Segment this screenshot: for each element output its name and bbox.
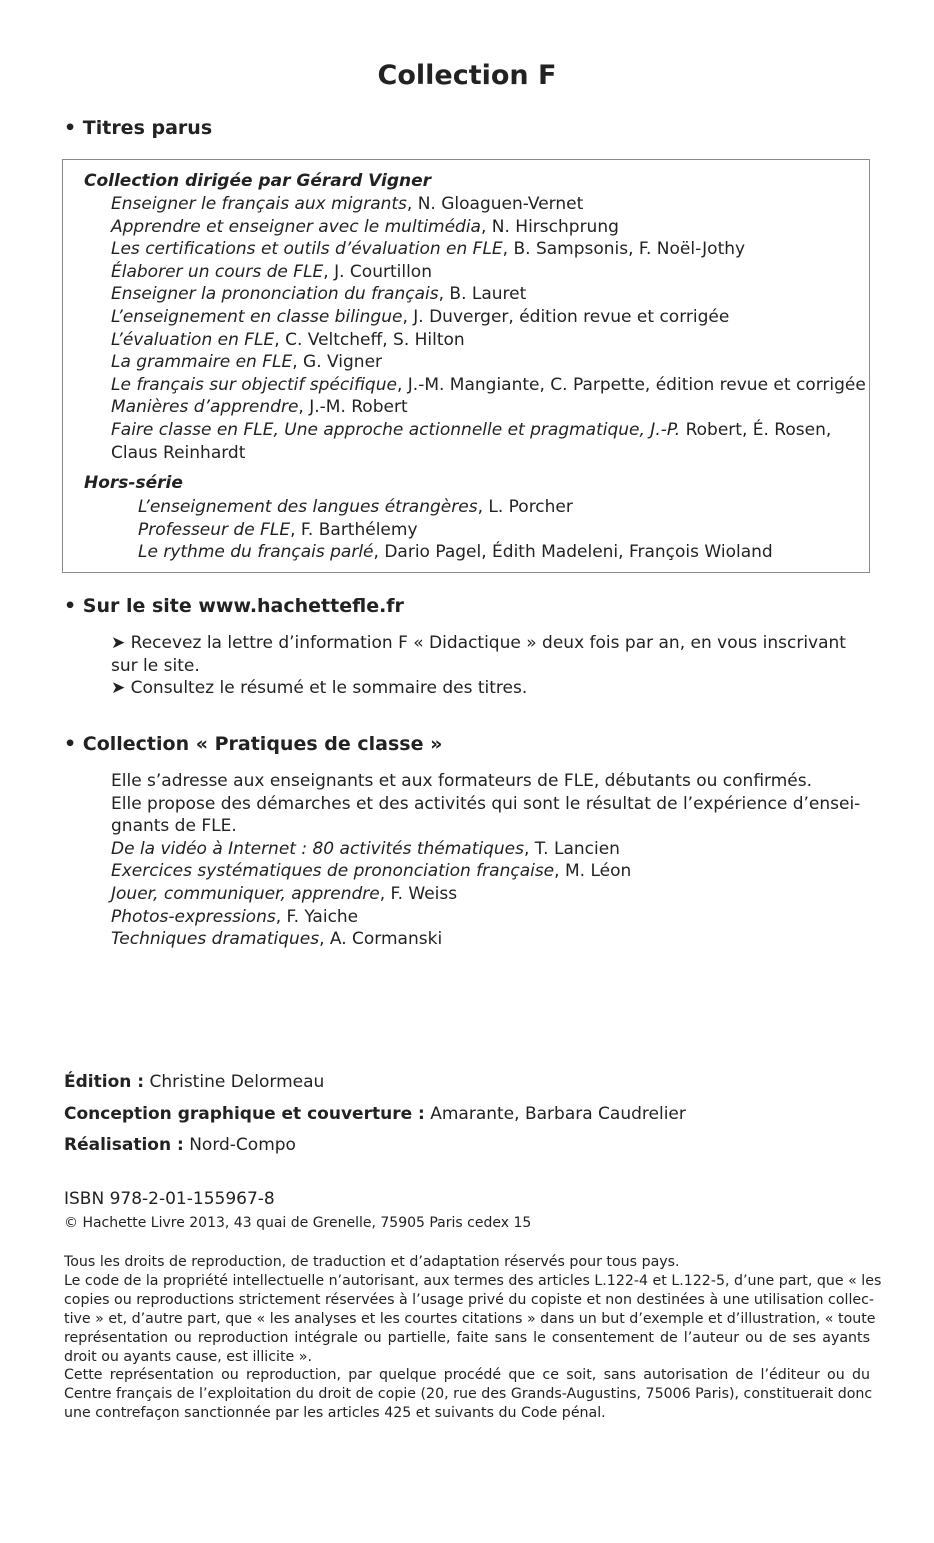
page-title: Collection F	[377, 60, 557, 91]
list-item: L’évaluation en FLE, C. Veltcheff, S. Hilton	[111, 329, 465, 350]
list-item: Le rythme du français parlé, Dario Pagel, Édith Madeleni, François Wioland	[138, 542, 773, 563]
list-item: Photos-expressions, F. Yaiche	[111, 906, 359, 927]
list-item: Enseigner la prononciation du français, B. Lauret	[111, 284, 527, 305]
section-heading-titres-parus: • Titres parus	[64, 117, 213, 139]
list-item: Apprendre et enseigner avec le multimédia, N. Hirschprung	[111, 216, 619, 237]
legal-line: tive » et, d’autre part, que « les analyses et les courtes citations » dans un but d’exemple et d’illustration, « toute	[64, 1310, 876, 1327]
list-item: La grammaire en FLE, G. Vigner	[111, 352, 383, 373]
site-bullet-1: ➤ Recevez la lettre d’information F « Didactique » deux fois par an, en vous inscrivant	[111, 633, 846, 653]
section-heading-site: • Sur le site www.hachettefle.fr	[64, 595, 404, 617]
legal-line: Tous les droits de reproduction, de traduction et d’adaptation réservés pour tous pays.	[64, 1254, 680, 1270]
list-item: Le français sur objectif spécifique, J.-M. Mangiante, C. Parpette, édition revue et corrigée	[111, 374, 866, 395]
arrow-icon: ➤	[111, 633, 126, 653]
isbn: ISBN 978-2-01-155967-8	[64, 1189, 275, 1209]
collection-director: Collection dirigée par Gérard Vigner	[84, 171, 432, 191]
list-item: Élaborer un cours de FLE, J. Courtillon	[111, 261, 432, 282]
copyright: © Hachette Livre 2013, 43 quai de Grenelle, 75905 Paris cedex 15	[64, 1215, 532, 1231]
list-item: Faire classe en FLE, Une approche actionnelle et pragmatique, J.-P. Robert, É. Rosen,	[111, 419, 832, 440]
list-item: Manières d’apprendre, J.-M. Robert	[111, 397, 408, 418]
list-item: De la vidéo à Internet : 80 activités thématiques, T. Lancien	[111, 838, 620, 859]
credit-realisation: Réalisation : Nord-Compo	[64, 1135, 296, 1155]
site-bullet-2: ➤ Consultez le résumé et le sommaire des titres.	[111, 678, 528, 699]
pratiques-intro-1: Elle s’adresse aux enseignants et aux formateurs de FLE, débutants ou confirmés.	[111, 771, 813, 791]
legal-line: copies ou reproductions strictement réservées à l’usage privé du copiste et non destinées à une utilisation collec-	[64, 1291, 875, 1308]
credit-conception: Conception graphique et couverture : Amarante, Barbara Caudrelier	[64, 1104, 686, 1124]
legal-line: représentation ou reproduction intégrale ou partielle, faite sans le consentement de l’auteur ou de ses ayants	[64, 1329, 870, 1346]
pratiques-intro-2: Elle propose des démarches et des activités qui sont le résultat de l’expérience d’ensei-	[111, 793, 861, 814]
legal-line: Cette représentation ou reproduction, par quelque procédé que ce soit, sans autorisation de l’éditeur ou du	[64, 1367, 870, 1384]
hors-serie-list	[138, 496, 773, 564]
site-bullet-1-cont: sur le site.	[111, 655, 200, 676]
legal-line: Le code de la propriété intellectuelle n’autorisant, aux termes des articles L.122-4 et L.122-5, d’une part, que « les	[64, 1272, 882, 1289]
site-bullets	[111, 632, 846, 700]
pratiques-intro-2-cont: gnants de FLE.	[111, 816, 237, 837]
titles-box	[62, 159, 870, 573]
hors-serie-heading: Hors-série	[84, 473, 183, 493]
list-item: Les certifications et outils d’évaluation en FLE, B. Sampsonis, F. Noël-Jothy	[111, 239, 746, 260]
list-item: Enseigner le français aux migrants, N. Gloaguen-Vernet	[111, 194, 584, 214]
titles-list	[111, 193, 866, 464]
credit-edition: Édition : Christine Delormeau	[64, 1072, 325, 1092]
list-item: Techniques dramatiques, A. Cormanski	[111, 929, 443, 950]
legal-line: une contrefaçon sanctionnée par les articles 425 et suivants du Code pénal.	[64, 1405, 606, 1422]
list-item: Jouer, communiquer, apprendre, F. Weiss	[111, 883, 458, 904]
legal-notice	[64, 1253, 882, 1423]
pratiques-content	[111, 770, 860, 951]
list-item-continuation: Claus Reinhardt	[111, 442, 246, 463]
list-item: L’enseignement des langues étrangères, L. Porcher	[138, 497, 573, 517]
arrow-icon: ➤	[111, 678, 126, 699]
list-item: Exercices systématiques de prononciation française, M. Léon	[111, 861, 632, 882]
list-item: L’enseignement en classe bilingue, J. Duverger, édition revue et corrigée	[111, 306, 730, 327]
section-heading-pratiques: • Collection « Pratiques de classe »	[64, 733, 443, 755]
legal-line: droit ou ayants cause, est illicite ».	[64, 1348, 312, 1365]
list-item: Professeur de FLE, F. Barthélemy	[138, 519, 418, 540]
legal-line: Centre français de l’exploitation du droit de copie (20, rue des Grands-Augustins, 75006 Paris), constituerait donc	[64, 1386, 873, 1403]
